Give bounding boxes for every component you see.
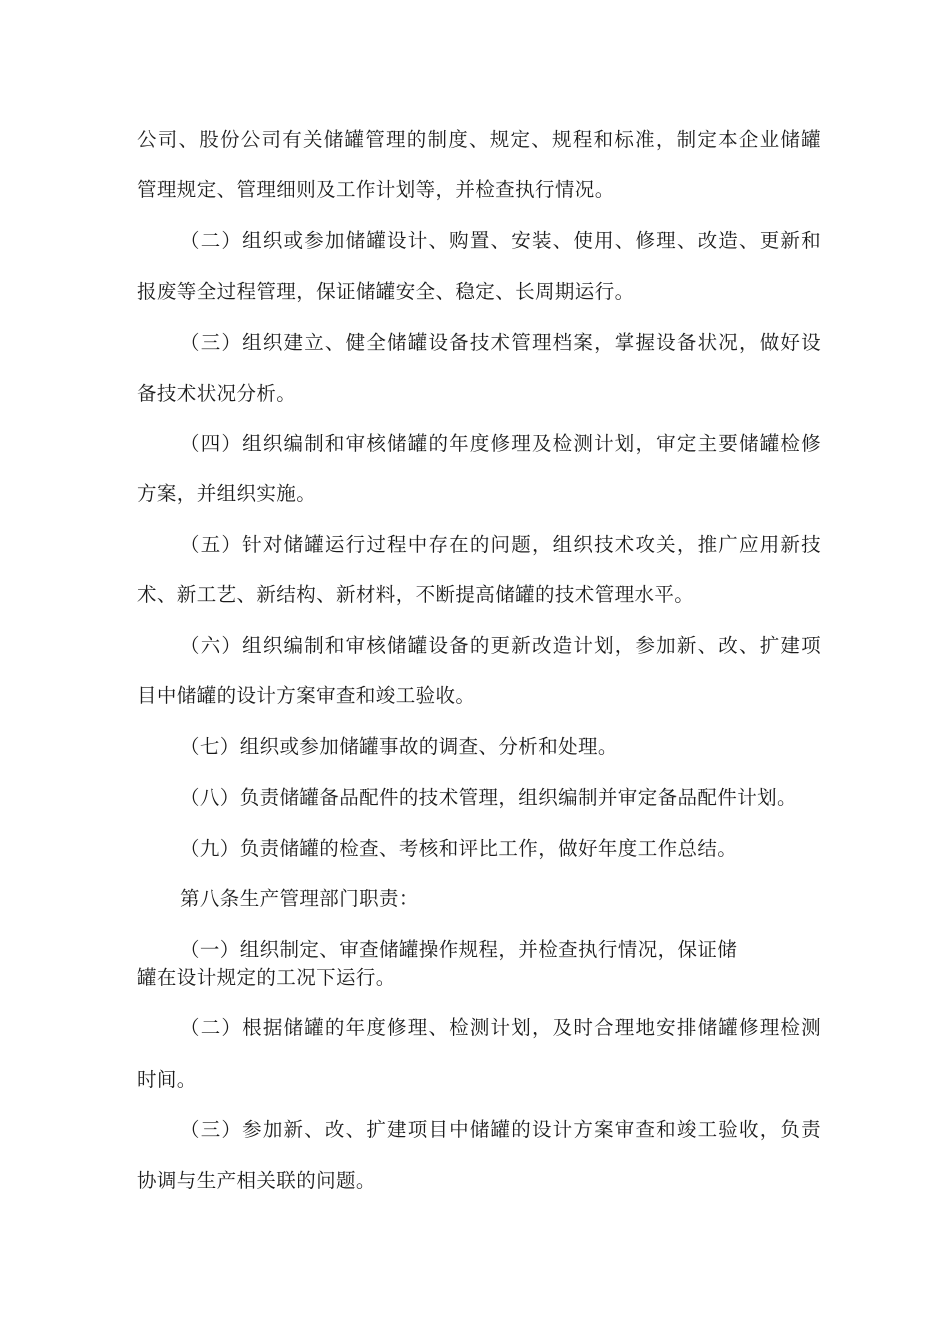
paragraph-line: （六）组织编制和审核储罐设备的更新改造计划，参加新、改、扩建项 (180, 634, 821, 657)
section-heading: 第八条生产管理部门职责： (180, 887, 419, 910)
paragraph-line: （九）负责储罐的检查、考核和评比工作，做好年度工作总结。 (180, 837, 738, 860)
paragraph-line: 术、新工艺、新结构、新材料，不断提高储罐的技术管理水平。 (137, 583, 695, 606)
paragraph-line: （七）组织或参加储罐事故的调查、分析和处理。 (180, 735, 618, 758)
paragraph-line: 公司、股份公司有关储罐管理的制度、规定、规程和标准，制定本企业储罐 (137, 128, 821, 151)
paragraph-line: （五）针对储罐运行过程中存在的问题，组织技术攻关，推广应用新技 (180, 533, 821, 556)
paragraph-line: （三）参加新、改、扩建项目中储罐的设计方案审查和竣工验收，负责 (180, 1118, 821, 1141)
paragraph-line: 时间。 (137, 1068, 197, 1091)
paragraph-line: 管理规定、管理细则及工作计划等，并检查执行情况。 (137, 178, 615, 201)
paragraph-line: （三）组织建立、健全储罐设备技术管理档案，掌握设备状况，做好设 (180, 331, 821, 354)
paragraph-line: （二）根据储罐的年度修理、检测计划，及时合理地安排储罐修理检测 (180, 1016, 821, 1039)
paragraph-line: 备技术状况分析。 (137, 382, 297, 405)
paragraph-line: 方案，并组织实施。 (137, 482, 317, 505)
paragraph-line: （一）组织制定、审查储罐操作规程，并检查执行情况，保证储 (180, 938, 738, 961)
paragraph-line: 协调与生产相关联的问题。 (137, 1169, 376, 1192)
paragraph-line: 目中储罐的设计方案审查和竣工验收。 (137, 684, 476, 707)
paragraph-line: （八）负责储罐备品配件的技术管理，组织编制并审定备品配件计划。 (180, 786, 797, 809)
paragraph-line: 报废等全过程管理，保证储罐安全、稳定、长周期运行。 (137, 280, 635, 303)
paragraph-line: （四）组织编制和审核储罐的年度修理及检测计划，审定主要储罐检修 (180, 432, 821, 455)
paragraph-line: （二）组织或参加储罐设计、购置、安装、使用、修理、改造、更新和 (180, 229, 821, 252)
paragraph-line: 罐在设计规定的工况下运行。 (137, 966, 396, 989)
